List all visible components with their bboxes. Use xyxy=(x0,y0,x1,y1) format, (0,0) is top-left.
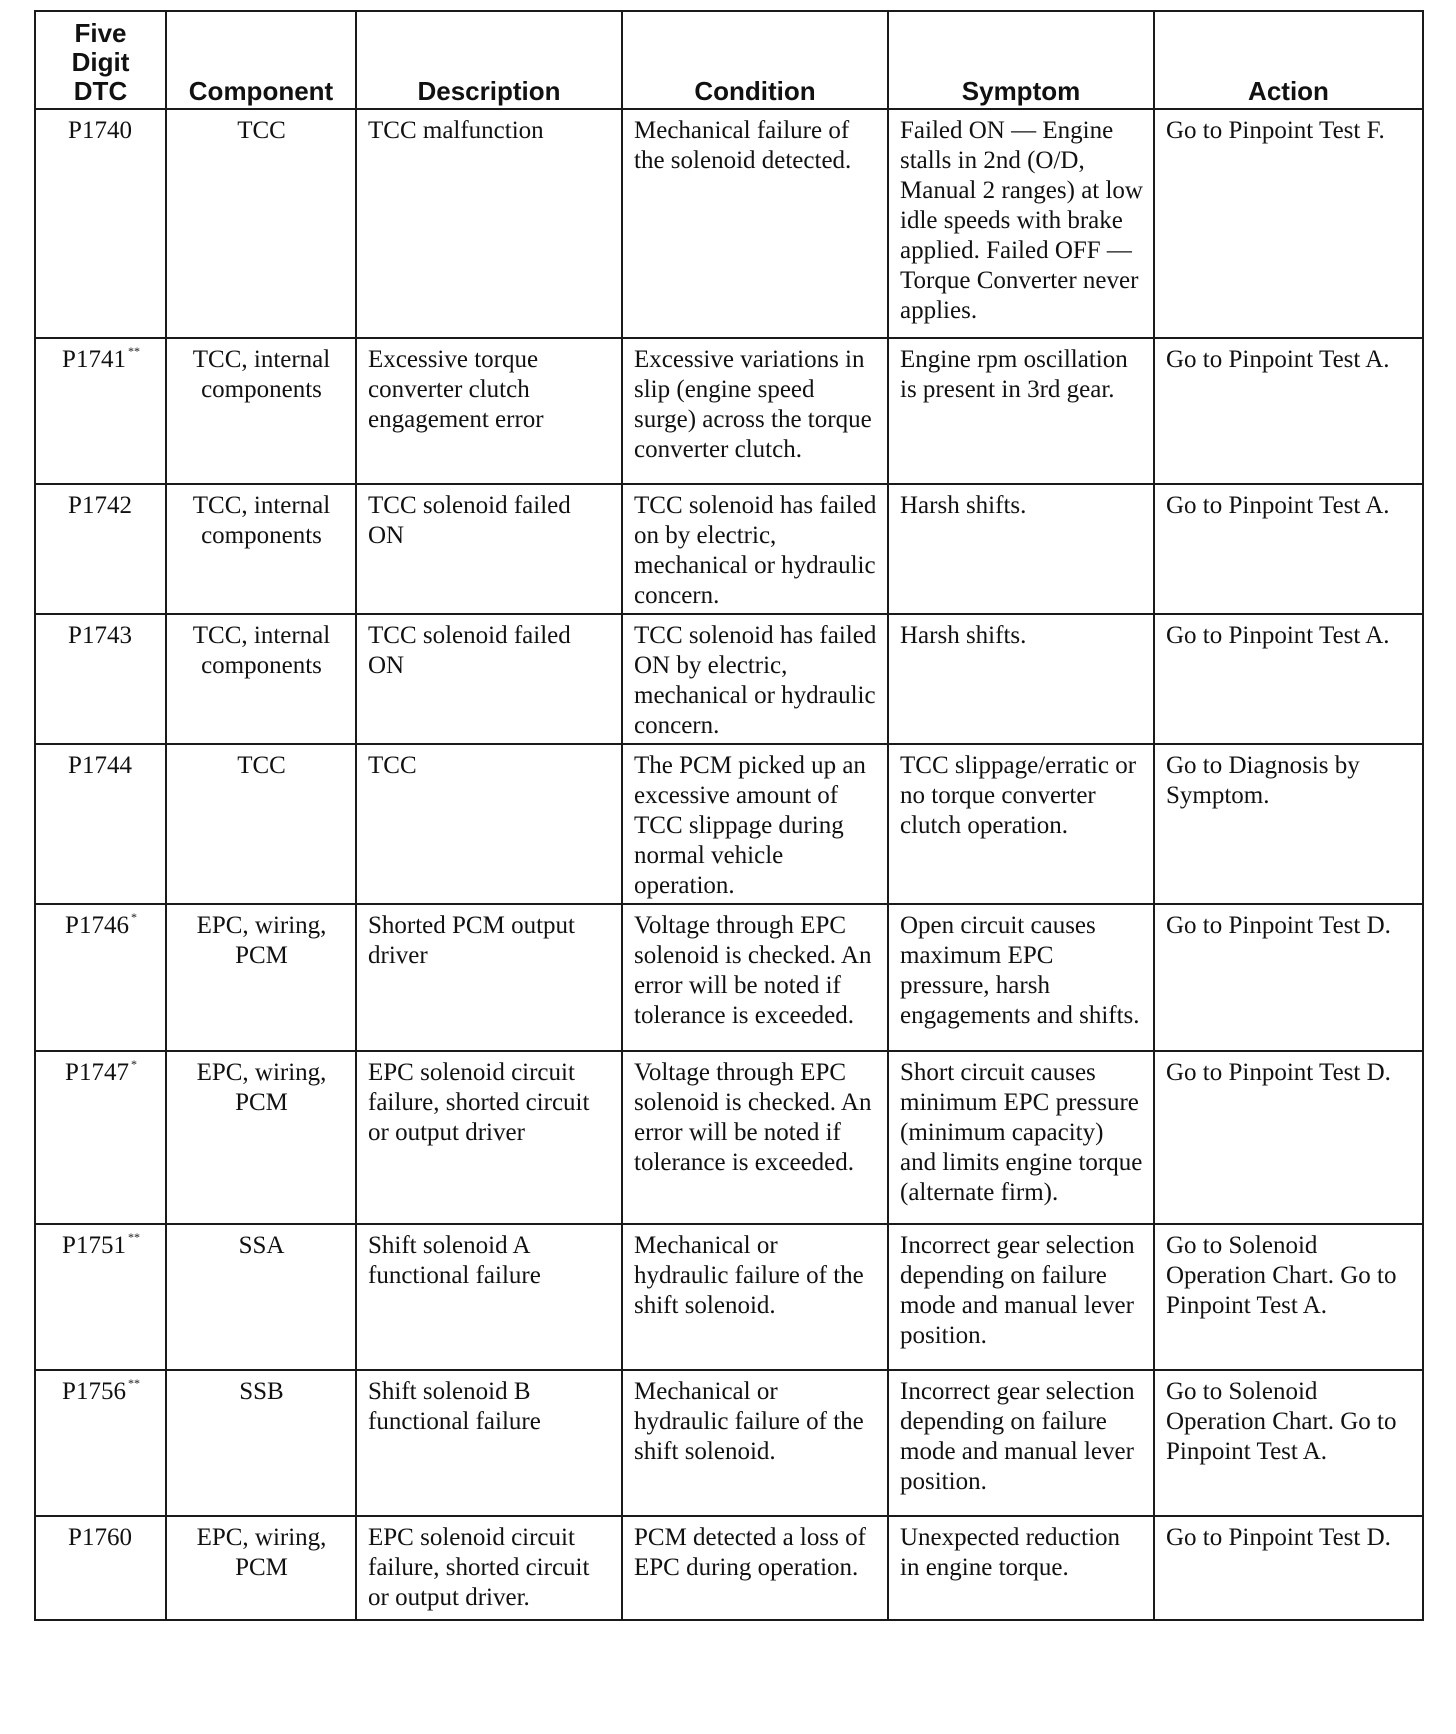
component-cell: EPC, wiring, PCM xyxy=(166,904,356,1051)
symptom-cell: Harsh shifts. xyxy=(888,484,1154,614)
condition-cell: Excessive variations in slip (engine speed surge) across the torque converter clutch. xyxy=(622,338,888,484)
symptom-cell: Failed ON — Engine stalls in 2nd (O/D, Manual 2 ranges) at low idle speeds with brake applied. Failed OFF — Torque Converter never applies. xyxy=(888,109,1154,338)
header-symptom: Symptom xyxy=(888,11,1154,109)
action-cell: Go to Pinpoint Test D. xyxy=(1154,904,1423,1051)
action-cell: Go to Pinpoint Test D. xyxy=(1154,1516,1423,1620)
action-cell: Go to Pinpoint Test A. xyxy=(1154,614,1423,744)
table-row xyxy=(35,614,1423,744)
footnote-mark: ** xyxy=(127,344,140,358)
condition-cell: Mechanical or hydraulic failure of the shift solenoid. xyxy=(622,1370,888,1516)
component-cell: TCC, internal components xyxy=(166,338,356,484)
description-cell: TCC xyxy=(356,744,622,904)
symptom-cell: Unexpected reduction in engine torque. xyxy=(888,1516,1154,1620)
component-cell: SSB xyxy=(166,1370,356,1516)
header-dtc-line: Five xyxy=(74,18,127,48)
component-cell: SSA xyxy=(166,1224,356,1370)
dtc-code-cell xyxy=(35,904,166,1051)
footnote-mark: * xyxy=(130,1057,137,1071)
symptom-cell: Open circuit causes maximum EPC pressure, harsh engagements and shifts. xyxy=(888,904,1154,1051)
component-cell: EPC, wiring, PCM xyxy=(166,1051,356,1224)
footnote-mark: ** xyxy=(127,1230,140,1244)
table-row xyxy=(35,109,1423,338)
dtc-code: P1741 xyxy=(62,346,126,373)
footnote-mark: ** xyxy=(127,1376,140,1390)
condition-cell: Voltage through EPC solenoid is checked. An error will be noted if tolerance is exceeded. xyxy=(622,1051,888,1224)
action-cell: Go to Pinpoint Test A. xyxy=(1154,484,1423,614)
table-row xyxy=(35,1516,1423,1620)
dtc-table-page xyxy=(34,10,1422,1621)
description-cell: Excessive torque converter clutch engagement error xyxy=(356,338,622,484)
dtc-code-cell xyxy=(35,614,166,744)
component-cell: TCC xyxy=(166,744,356,904)
dtc-code: P1743 xyxy=(68,622,132,649)
symptom-cell: Harsh shifts. xyxy=(888,614,1154,744)
component-cell: EPC, wiring, PCM xyxy=(166,1516,356,1620)
condition-cell: Voltage through EPC solenoid is checked. An error will be noted if tolerance is exceeded. xyxy=(622,904,888,1051)
dtc-code: P1740 xyxy=(68,117,132,144)
action-cell: Go to Diagnosis by Symptom. xyxy=(1154,744,1423,904)
table-row xyxy=(35,1370,1423,1516)
condition-cell: The PCM picked up an excessive amount of TCC slippage during normal vehicle operation. xyxy=(622,744,888,904)
description-cell: EPC solenoid circuit failure, shorted circuit or output driver xyxy=(356,1051,622,1224)
dtc-code: P1756 xyxy=(62,1378,126,1405)
action-cell: Go to Solenoid Operation Chart. Go to Pinpoint Test A. xyxy=(1154,1224,1423,1370)
dtc-code-cell xyxy=(35,1516,166,1620)
table-row xyxy=(35,484,1423,614)
dtc-code: P1742 xyxy=(68,492,132,519)
condition-cell: Mechanical or hydraulic failure of the shift solenoid. xyxy=(622,1224,888,1370)
footnote-mark: * xyxy=(130,910,137,924)
action-cell: Go to Pinpoint Test D. xyxy=(1154,1051,1423,1224)
symptom-cell: TCC slippage/erratic or no torque converter clutch operation. xyxy=(888,744,1154,904)
component-cell: TCC, internal components xyxy=(166,614,356,744)
dtc-code-cell xyxy=(35,1224,166,1370)
table-row xyxy=(35,338,1423,484)
header-description: Description xyxy=(356,11,622,109)
header-condition: Condition xyxy=(622,11,888,109)
table-row xyxy=(35,744,1423,904)
table-row xyxy=(35,904,1423,1051)
component-cell: TCC, internal components xyxy=(166,484,356,614)
symptom-cell: Incorrect gear selection depending on failure mode and manual lever position. xyxy=(888,1224,1154,1370)
dtc-code: P1747 xyxy=(65,1059,129,1086)
dtc-code: P1760 xyxy=(68,1524,132,1551)
component-cell: TCC xyxy=(166,109,356,338)
condition-cell: PCM detected a loss of EPC during operation. xyxy=(622,1516,888,1620)
header-action: Action xyxy=(1154,11,1423,109)
dtc-code: P1751 xyxy=(62,1232,126,1259)
description-cell: Shift solenoid A functional failure xyxy=(356,1224,622,1370)
dtc-code-cell xyxy=(35,1370,166,1516)
symptom-cell: Short circuit causes minimum EPC pressure (minimum capacity) and limits engine torque (alternate firm). xyxy=(888,1051,1154,1224)
dtc-code-cell xyxy=(35,109,166,338)
dtc-code-cell xyxy=(35,1051,166,1224)
description-cell: Shift solenoid B functional failure xyxy=(356,1370,622,1516)
dtc-code: P1746 xyxy=(65,912,129,939)
action-cell: Go to Pinpoint Test A. xyxy=(1154,338,1423,484)
dtc-code-cell xyxy=(35,484,166,614)
description-cell: TCC solenoid failed ON xyxy=(356,614,622,744)
header-dtc-line: DTC xyxy=(73,76,128,106)
header-row xyxy=(35,11,1423,109)
table-row xyxy=(35,1224,1423,1370)
dtc-code: P1744 xyxy=(68,752,132,779)
condition-cell: TCC solenoid has failed on by electric, mechanical or hydraulic concern. xyxy=(622,484,888,614)
condition-cell: Mechanical failure of the solenoid detected. xyxy=(622,109,888,338)
description-cell: Shorted PCM output driver xyxy=(356,904,622,1051)
table-row xyxy=(35,1051,1423,1224)
symptom-cell: Engine rpm oscillation is present in 3rd gear. xyxy=(888,338,1154,484)
description-cell: TCC malfunction xyxy=(356,109,622,338)
header-dtc xyxy=(35,11,166,109)
header-component: Component xyxy=(166,11,356,109)
dtc-code-cell xyxy=(35,744,166,904)
action-cell: Go to Solenoid Operation Chart. Go to Pinpoint Test A. xyxy=(1154,1370,1423,1516)
dtc-table xyxy=(34,10,1424,1621)
dtc-code-cell xyxy=(35,338,166,484)
description-cell: EPC solenoid circuit failure, shorted circuit or output driver. xyxy=(356,1516,622,1620)
header-dtc-line: Digit xyxy=(71,47,130,77)
description-cell: TCC solenoid failed ON xyxy=(356,484,622,614)
action-cell: Go to Pinpoint Test F. xyxy=(1154,109,1423,338)
symptom-cell: Incorrect gear selection depending on failure mode and manual lever position. xyxy=(888,1370,1154,1516)
condition-cell: TCC solenoid has failed ON by electric, mechanical or hydraulic concern. xyxy=(622,614,888,744)
